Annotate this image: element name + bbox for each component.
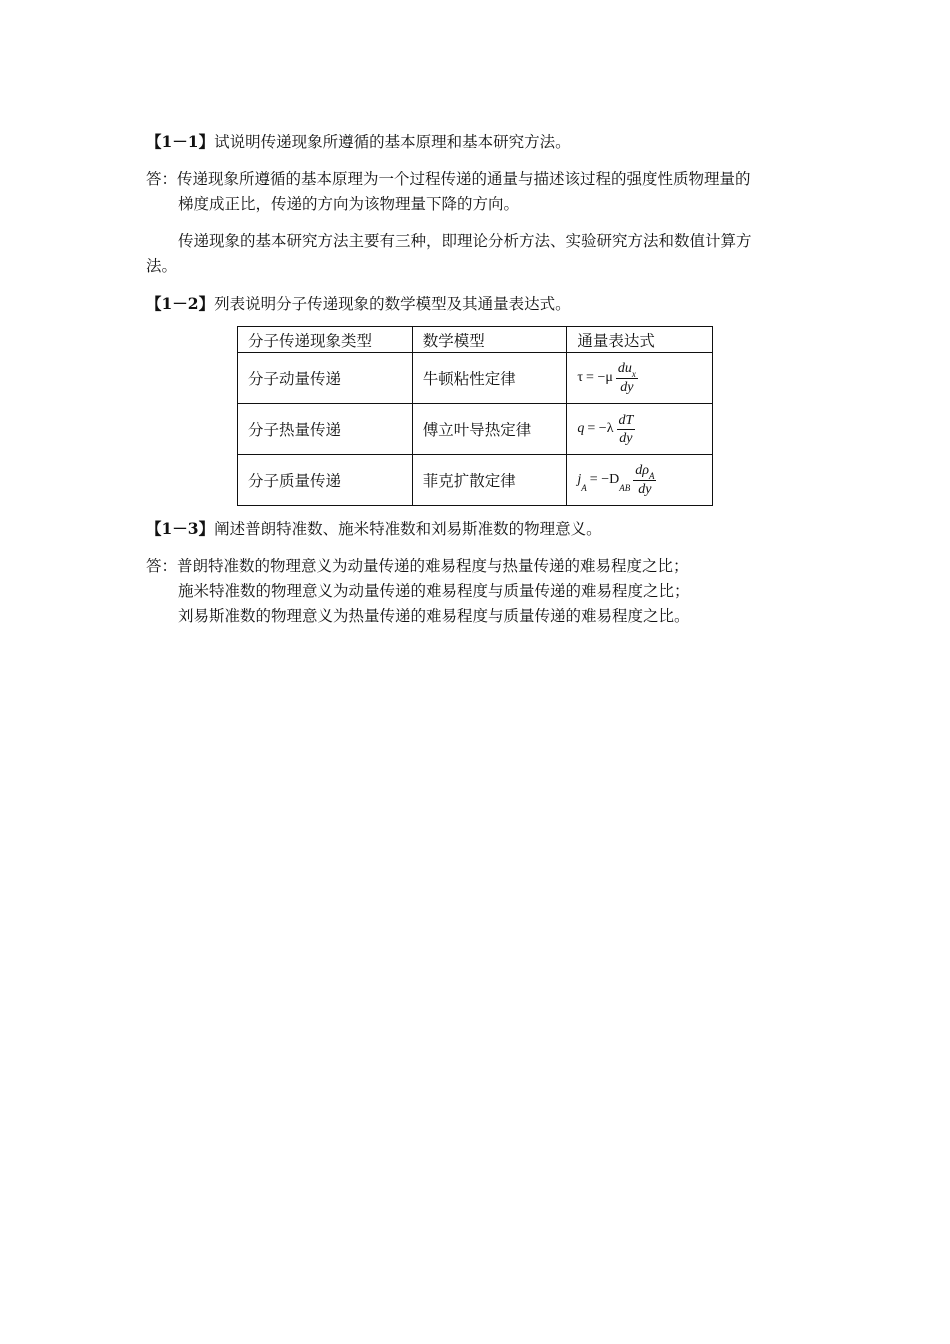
question-1-2 [146,293,571,315]
transport-type-cell: 分子动量传递 [238,353,413,404]
question-text: 列表说明分子传递现象的数学模型及其通量表达式。 [214,295,571,313]
formula-fraction [633,462,656,498]
formula-denominator: dy [619,430,633,446]
formula-denominator: dy [620,380,634,395]
numerator-subscript: x [631,369,636,379]
answer-1-1-para2-line-1: 传递现象的基本研究方法主要有三种，即理论分析方法、实验研究方法和数值计算方 [178,232,752,250]
formula-denominator: dy [638,482,652,497]
formula-fraction [617,412,636,447]
formula-lhs: τ [577,370,584,385]
column-header: 通量表达式 [567,327,713,353]
answer-1-1-line-2: 梯度成正比，传递的方向为该物理量下降的方向。 [178,195,520,213]
answer-text: 普朗特准数的物理意义为动量传递的难易程度与热量传递的难易程度之比； [177,557,689,575]
answer-1-1-para2-line-2: 法。 [146,257,178,275]
question-number: 【1－1】 [146,132,215,151]
question-text: 试说明传递现象所遵循的基本原理和基本研究方法。 [214,133,571,151]
transport-type-cell: 分子热量传递 [238,404,413,455]
answer-label: 答： [146,557,178,575]
answer-text: 传递现象所遵循的基本原理为一个过程传递的通量与描述该过程的强度性质物理量的 [177,170,751,188]
formula-coefficient: = $-D_{AB}$ [589,472,631,493]
formula-numerator: dT [618,412,634,428]
formula-numerator: $du_x$ [617,361,636,379]
question-1-3 [146,518,602,540]
answer-1-3-line-1 [146,555,689,577]
formula-coefficient: = −λ [587,421,614,436]
formula-fraction [616,360,638,396]
formula-numerator: $d\rho_A$ [635,463,655,481]
answer-1-1-line-1 [146,168,751,190]
formula-coefficient: = −μ [586,370,613,385]
model-cell: 牛顿粘性定律 [412,353,567,404]
model-cell: 傅立叶导热定律 [412,404,567,455]
column-header: 分子传递现象类型 [238,327,413,353]
formula-lhs: q [577,421,585,436]
question-text: 阐述普朗特准数、施米特准数和刘易斯准数的物理意义。 [214,520,602,538]
numerator-subscript: A [648,471,655,481]
question-number: 【1－3】 [146,519,215,538]
flux-formula [577,462,656,498]
question-number: 【1－2】 [146,294,215,313]
table-row [238,353,713,404]
flux-expression-cell [567,404,713,455]
answer-label: 答： [146,170,178,188]
flux-formula [577,412,635,447]
flux-expression-cell [567,455,713,506]
table-row [238,455,713,506]
table-header-row [238,327,713,353]
transport-type-cell: 分子质量传递 [238,455,413,506]
answer-1-3-line-2: 施米特准数的物理意义为动量传递的难易程度与质量传递的难易程度之比； [178,582,690,600]
coefficient-subscript: AB [619,483,631,493]
lhs-subscript: A [581,483,587,493]
answer-1-3-line-3: 刘易斯准数的物理意义为热量传递的难易程度与质量传递的难易程度之比。 [178,607,690,625]
flux-expression-cell [567,353,713,404]
transport-models-table [237,326,713,506]
flux-formula [577,360,637,396]
column-header: 数学模型 [412,327,567,353]
table-row [238,404,713,455]
model-cell: 菲克扩散定律 [412,455,567,506]
formula-lhs: $j_A$ [577,472,587,493]
question-1-1 [146,131,571,153]
